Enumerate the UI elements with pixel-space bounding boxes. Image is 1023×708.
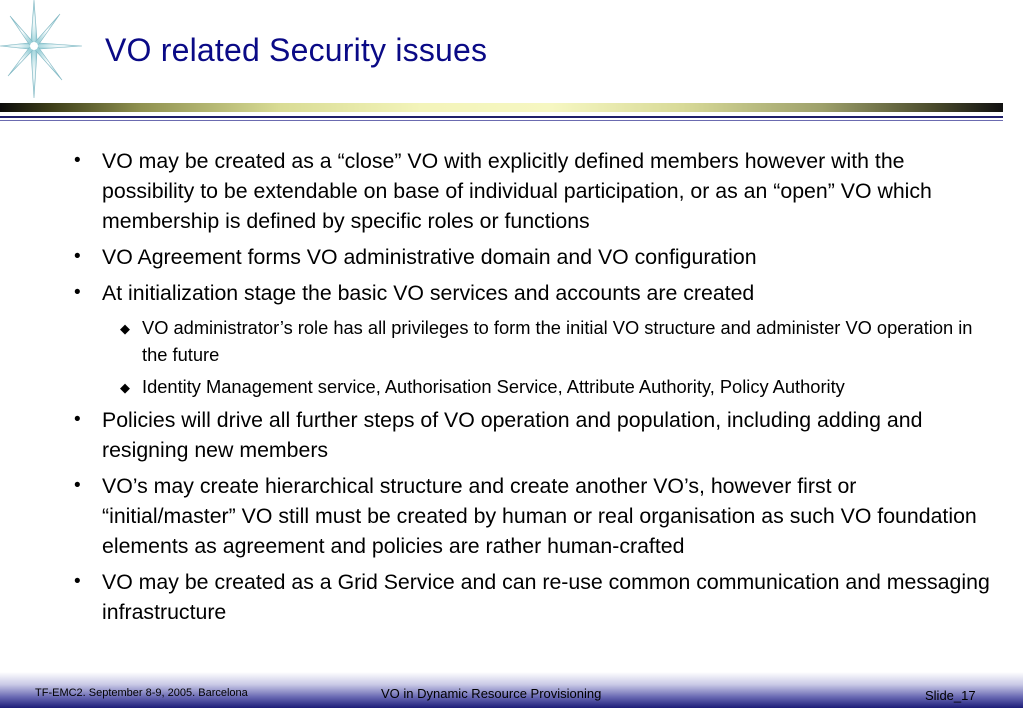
slide-number: Slide_17 xyxy=(925,688,976,703)
bullet-icon: • xyxy=(74,409,81,430)
bullet-text: At initialization stage the basic VO services and accounts are created xyxy=(102,281,755,305)
slide-title: VO related Security issues xyxy=(105,32,488,68)
bullet-item xyxy=(74,471,994,561)
starburst-logo-icon xyxy=(0,0,84,100)
bullet-text: VO Agreement forms VO administrative domain and VO configuration xyxy=(102,245,757,269)
bullet-icon: • xyxy=(74,282,81,303)
diamond-bullet-icon: ◆ xyxy=(120,380,130,395)
bullet-item xyxy=(74,242,994,272)
bullet-icon: • xyxy=(74,571,81,592)
bullet-text: VO may be created as a “close” VO with explicitly defined members however with the possibility to be extendable on base of individual participation, or as an “open” VO which membership is defined by specific roles or functions xyxy=(102,149,932,233)
bullet-icon: • xyxy=(74,475,81,496)
bullet-text: VO’s may create hierarchical structure and create another VO’s, however first or “initial/master” VO still must be created by human or real organisation as such VO foundation elements as agreement and policies are rather human-crafted xyxy=(102,474,977,558)
bullet-item xyxy=(74,567,994,627)
bullet-item xyxy=(74,405,994,465)
bullet-text: VO may be created as a Grid Service and can re-use common communication and messaging infrastructure xyxy=(102,570,990,624)
sub-bullet-text: Identity Management service, Authorisation Service, Attribute Authority, Policy Authority xyxy=(142,376,845,397)
footer-event: TF-EMC2. September 8-9, 2005. Barcelona xyxy=(35,687,248,699)
title-divider xyxy=(0,116,1003,118)
bullet-icon: • xyxy=(74,150,81,171)
sub-bullet-item xyxy=(74,314,994,368)
title-gradient-bar xyxy=(0,103,1003,112)
diamond-bullet-icon: ◆ xyxy=(120,321,130,336)
sub-bullet-item xyxy=(74,373,994,400)
title-divider-thin xyxy=(0,120,1003,121)
bullet-item xyxy=(74,278,994,308)
bullet-icon: • xyxy=(74,246,81,267)
sub-bullet-text: VO administrator’s role has all privileges to form the initial VO structure and administer VO operation in the future xyxy=(142,317,973,365)
slide-body xyxy=(74,146,994,633)
footer-presentation-title: VO in Dynamic Resource Provisioning xyxy=(381,686,602,701)
bullet-item xyxy=(74,146,994,236)
bullet-text: Policies will drive all further steps of VO operation and population, including adding and resigning new members xyxy=(102,408,923,462)
